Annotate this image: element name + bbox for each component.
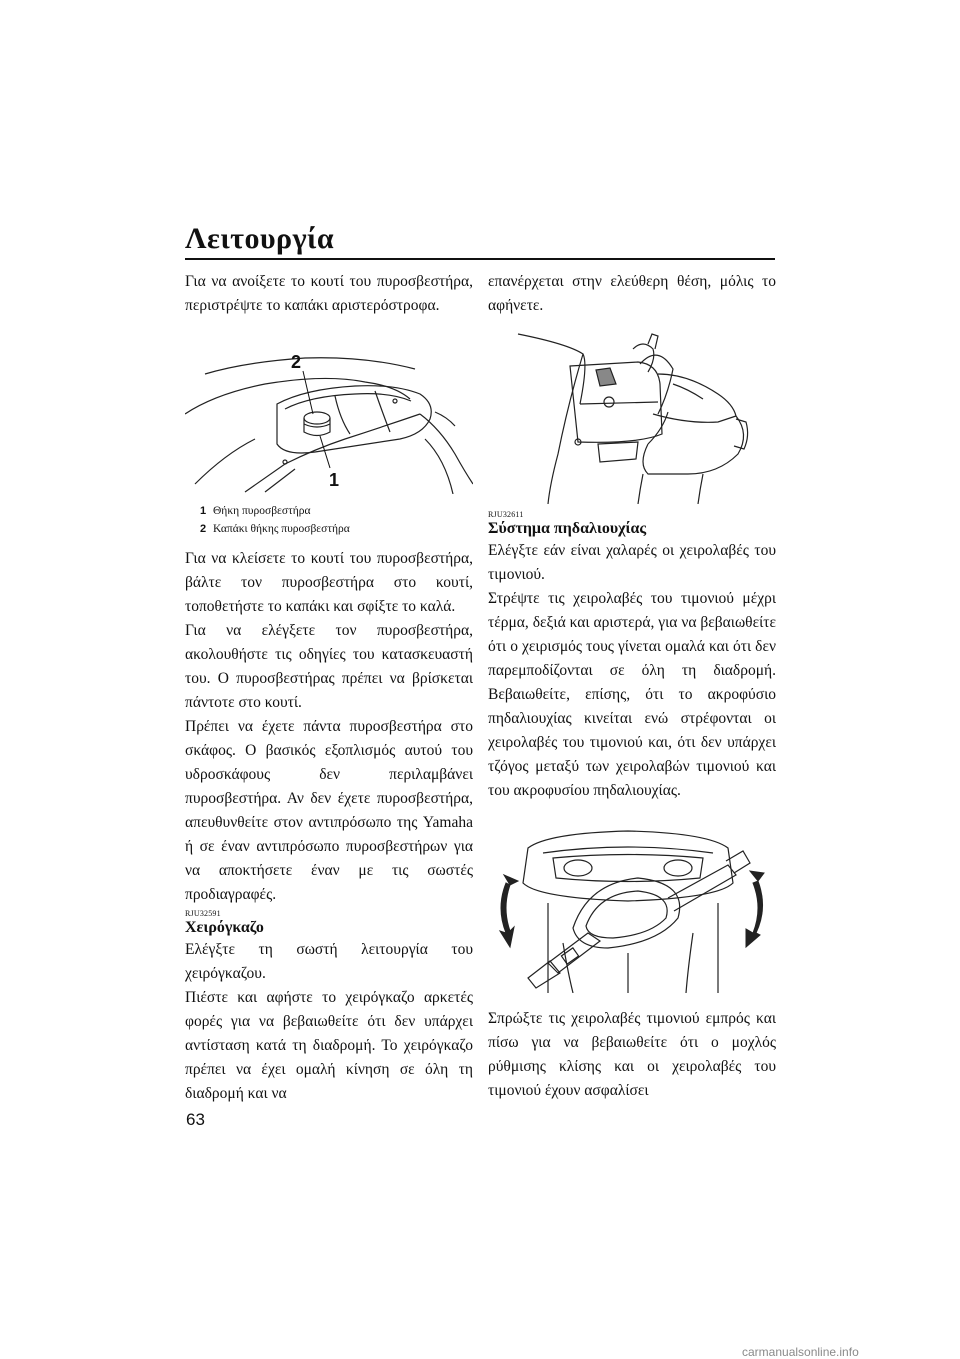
handlebar-tilt-illustration bbox=[488, 823, 776, 993]
check-extinguisher-paragraph: Για να ελέγξετε τον πυροσβεστήρα, ακολουθήστε τις οδηγίες του κατασκευαστή του. Ο πυροσβεστήρας πρέπει να βρίσκεται πάντοτε στο κουτί. bbox=[185, 622, 473, 711]
throttle-hand-illustration bbox=[488, 324, 776, 504]
header-rule bbox=[185, 258, 775, 260]
section-code-throttle: RJU32591 bbox=[185, 909, 221, 918]
steering-push-paragraph: Σπρώξτε τις χειρολαβές τιμονιού εμπρός και πίσω για να βεβαιωθείτε ότι ο μοχλός ρύθμισης κλίσης και οι χειρολαβές του τιμονιού έχουν ασφαλίσει bbox=[488, 1010, 776, 1099]
steering-figure bbox=[488, 823, 776, 993]
section-code-steering: RJU32611 bbox=[488, 510, 524, 519]
caption-item-2: 2 Καπάκι θήκης πυροσβεστήρα bbox=[200, 523, 350, 535]
steering-loose-paragraph: Ελέγξτε εάν είναι χαλαρές οι χειρολαβές του τιμονιού. bbox=[488, 542, 776, 583]
figure1-captions bbox=[185, 502, 473, 538]
throttle-check-paragraph: Ελέγξτε τη σωστή λειτουργία του χειρόγκαζου. bbox=[185, 941, 473, 982]
right-column bbox=[488, 270, 776, 1103]
steering-turn-paragraph: Στρέψτε τις χειρολαβές του τιμονιού μέχρι τέρμα, δεξιά και αριστερά, για να βεβαιωθείτε ότι ο χειρισμός τους γίνεται ομαλά και ότι δεν παρεμποδίζονται σε όλη τη διαδρομή. Βεβαιωθείτε, επίσης, ότι το ακροφύσιο πηδαλιουχίας κινείται ενώ στρέφονται οι χειρολαβές του τιμονιού και, ότι δεν υπάρχει τζόγος μεταξύ των χειρολαβών τιμονιού και του ακροφυσίου πηδαλιουχίας. bbox=[488, 590, 776, 799]
throttle-figure bbox=[488, 324, 776, 504]
extinguisher-compartment-illustration bbox=[185, 344, 473, 494]
throttle-press-paragraph: Πιέστε και αφήστε το χειρόγκαζο αρκετές φορές για να βεβαιωθείτε ότι δεν υπάρχει αντίσταση κατά τη διαδρομή. Το χειρόγκαζο πρέπει να έχει ομαλή κίνηση σε όλη τη διαδρομή και να bbox=[185, 989, 473, 1102]
intro-paragraph: Για να ανοίξετε το κουτί του πυροσβεστήρα, περιστρέψτε το καπάκι αριστερόστροφα. bbox=[185, 273, 473, 314]
figure1-label-2: 2 bbox=[291, 352, 302, 372]
caption-item-1: 1 Θήκη πυροσβεστήρα bbox=[200, 505, 311, 517]
close-box-paragraph: Για να κλείσετε το κουτί του πυροσβεστήρα, βάλτε τον πυροσβεστήρα στο κουτί, τοποθετήστε το καπάκι και σφίξτε το καλά. bbox=[185, 550, 473, 615]
section-title-throttle: Χειρόγκαζο bbox=[185, 919, 264, 936]
left-column bbox=[185, 270, 473, 1106]
figure1-label-1: 1 bbox=[329, 470, 340, 490]
section-title-steering: Σύστημα πηδαλιουχίας bbox=[488, 520, 647, 537]
throttle-return-paragraph: επανέρχεται στην ελεύθερη θέση, μόλις το αφήνετε. bbox=[488, 273, 776, 314]
extinguisher-figure bbox=[185, 344, 473, 494]
page-header-title: Λειτουργία bbox=[185, 222, 335, 255]
extinguisher-required-paragraph: Πρέπει να έχετε πάντα πυροσβεστήρα στο σκάφος. Ο βασικός εξοπλισμός αυτού του υδροσκάφους δεν περιλαμβάνει πυροσβεστήρα. Αν δεν έχετε πυροσβεστήρα, απευθυνθείτε στον αντιπρόσωπο της Yamaha ή σε έναν αντιπρόσωπο πυροσβεστήρων για να αποκτήσετε έναν με τις σωστές προδιαγραφές. bbox=[185, 718, 473, 903]
page-number: 63 bbox=[186, 1110, 205, 1129]
watermark-text: carmanualsonline.info bbox=[742, 1345, 859, 1359]
